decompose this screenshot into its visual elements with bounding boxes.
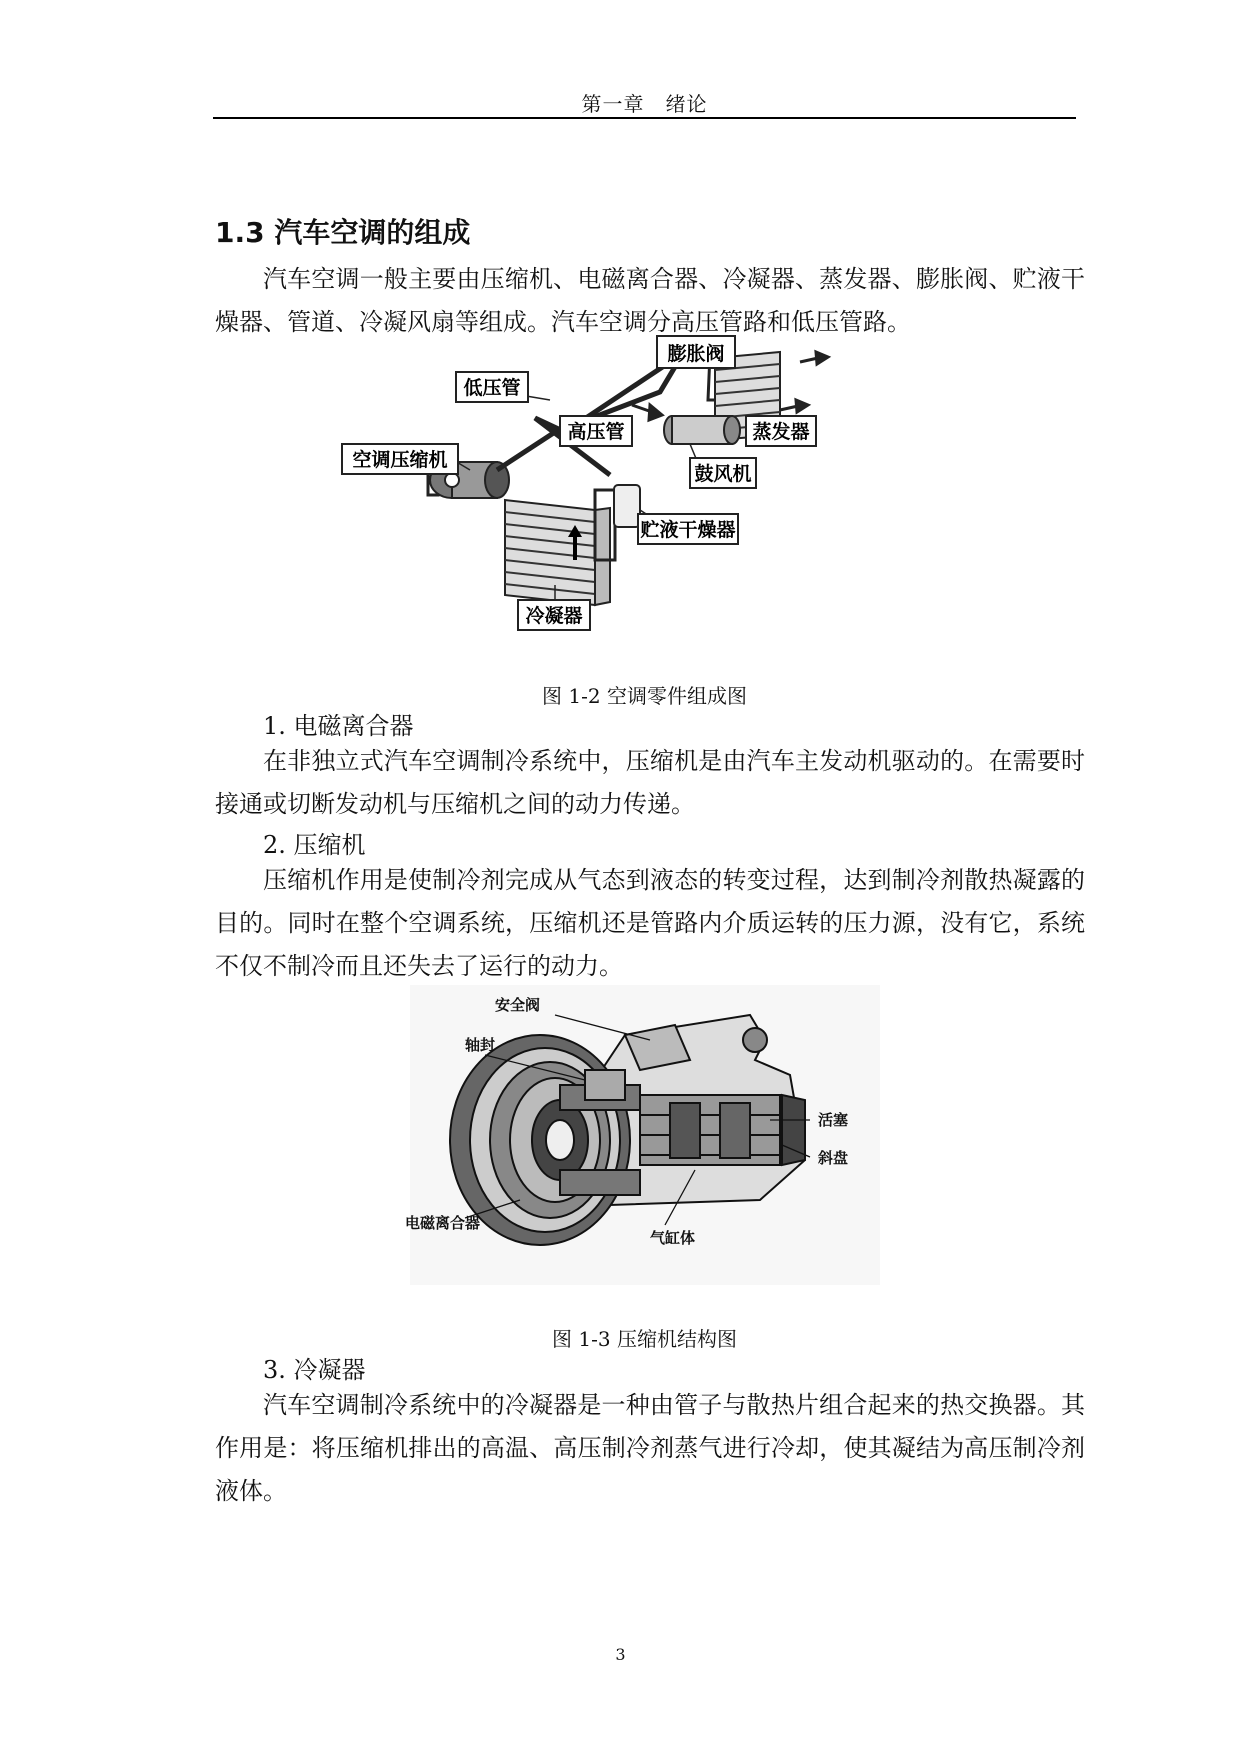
label-shaft-seal: 轴封 — [465, 1036, 496, 1054]
label-evaporator: 蒸发器 — [752, 421, 810, 443]
label-receiver-drier: 贮液干燥器 — [640, 519, 736, 541]
item-title-condenser: 3. 冷凝器 — [263, 1356, 366, 1384]
running-header: 第一章 绪论 — [581, 92, 708, 116]
label-condenser: 冷凝器 — [525, 605, 583, 627]
figure2-caption: 图 1-3 压缩机结构图 — [552, 1327, 737, 1351]
label-cylinder: 气缸体 — [650, 1229, 696, 1247]
label-expansion-valve: 膨胀阀 — [667, 343, 725, 365]
compressor-figure — [405, 985, 880, 1285]
label-swash-plate: 斜盘 — [818, 1149, 849, 1167]
item-title-clutch: 1. 电磁离合器 — [263, 712, 414, 740]
header-rule — [213, 117, 1076, 119]
section-heading: 1.3 汽车空调的组成 — [215, 216, 471, 249]
intro-paragraph: 汽车空调一般主要由压缩机、电磁离合器、冷凝器、蒸发器、膨胀阀、贮液干燥器、管道、冷凝风扇等组成。汽车空调分高压管路和低压管路。 — [215, 265, 1085, 336]
ac-components-diagram — [352, 340, 930, 662]
figure1-caption: 图 1-2 空调零件组成图 — [542, 684, 747, 708]
item-body-condenser: 汽车空调制冷系统中的冷凝器是一种由管子与散热片组合起来的热交换器。其作用是：将压缩机排出的高温、高压制冷剂蒸气进行冷却，使其凝结为高压制冷剂液体。 — [215, 1391, 1085, 1505]
label-piston: 活塞 — [818, 1111, 849, 1129]
compressor-cutaway-diagram — [405, 985, 880, 1285]
label-high-pressure-pipe: 高压管 — [567, 421, 625, 443]
label-compressor: 空调压缩机 — [352, 449, 448, 471]
label-blower: 鼓风机 — [694, 463, 752, 485]
label-low-pressure-pipe: 低压管 — [463, 377, 521, 399]
page-number: 3 — [615, 1645, 626, 1664]
item-body-clutch: 在非独立式汽车空调制冷系统中，压缩机是由汽车主发动机驱动的。在需要时接通或切断发动机与压缩机之间的动力传递。 — [215, 747, 1085, 818]
label-clutch: 电磁离合器 — [405, 1214, 481, 1232]
ac-components-figure — [352, 340, 930, 662]
label-safety-valve: 安全阀 — [495, 996, 541, 1014]
item-body-compressor: 压缩机作用是使制冷剂完成从气态到液态的转变过程，达到制冷剂散热凝露的目的。同时在整个空调系统，压缩机还是管路内介质运转的压力源，没有它，系统不仅不制冷而且还失去了运行的动力。 — [215, 866, 1085, 980]
item-title-compressor: 2. 压缩机 — [263, 831, 366, 859]
